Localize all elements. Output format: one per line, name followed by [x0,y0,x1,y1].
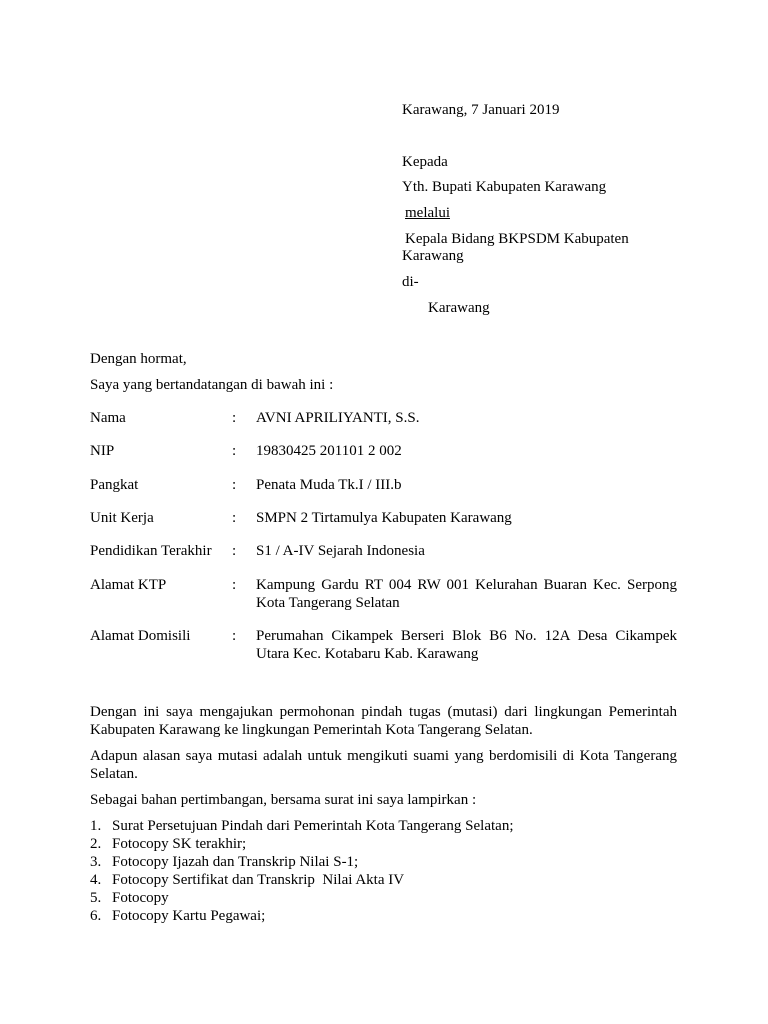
field-value-pendidikan: S1 / A-IV Sejarah Indonesia [256,543,425,559]
field-label-pendidikan: Pendidikan Terakhir [90,543,212,559]
field-colon: : [232,443,237,459]
field-label-nip: NIP [90,443,115,459]
field-label-unit-kerja: Unit Kerja [90,510,154,526]
list-item-text: Fotocopy [112,890,169,906]
list-item-text: Fotocopy Ijazah dan Transkrip Nilai S-1; [112,854,359,870]
field-value-alamat-domisili: Perumahan Cikampek Berseri Blok B6 No. 12A Desa Cikampek Utara Kec. Kotabaru Kab. Karawang [256,628,677,662]
list-item-number: 6. [90,908,102,924]
field-value-pangkat: Penata Muda Tk.I / III.b [256,477,402,493]
field-colon: : [232,628,237,644]
list-item-text: Surat Persetujuan Pindah dari Pemerintah Kota Tangerang Selatan; [112,818,514,834]
field-value-nama: AVNI APRILIYANTI, S.S. [256,410,420,426]
field-value-nip: 19830425 201101 2 002 [256,443,402,459]
recipient-via-official-line1: Kepala Bidang BKPSDM Kabupaten [405,231,629,247]
field-colon: : [232,510,237,526]
field-label-alamat-domisili: Alamat Domisili [90,628,191,644]
list-item-text: Fotocopy Sertifikat dan Transkrip Nilai Akta IV [112,872,405,888]
recipient-via-official-line2: Karawang [402,248,464,264]
field-value-unit-kerja: SMPN 2 Tirtamulya Kabupaten Karawang [256,510,512,526]
body-paragraph-request: Dengan ini saya mengajukan permohonan pindah tugas (mutasi) dari lingkungan Pemerintah Kabupaten Karawang ke lingkungan Pemerintah Kota Tangerang Selatan. [90,704,677,738]
intro-text: Saya yang bertandatangan di bawah ini : [90,377,334,393]
field-colon: : [232,410,237,426]
recipient-addressee: Yth. Bupati Kabupaten Karawang [402,179,607,195]
list-item-number: 1. [90,818,102,834]
letter-date: Karawang, 7 Januari 2019 [402,102,560,118]
list-item-number: 4. [90,872,102,888]
recipient-via: melalui [405,205,450,221]
list-item-number: 3. [90,854,102,870]
list-item-number: 2. [90,836,102,852]
greeting: Dengan hormat, [90,351,187,367]
field-value-alamat-ktp: Kampung Gardu RT 004 RW 001 Kelurahan Buaran Kec. Serpong Kota Tangerang Selatan [256,577,677,611]
field-label-nama: Nama [90,410,126,426]
body-paragraph-reason: Adapun alasan saya mutasi adalah untuk mengikuti suami yang berdomisili di Kota Tangerang Selatan. [90,748,677,782]
field-label-alamat-ktp: Alamat KTP [90,577,167,593]
recipient-at: di- [402,274,419,290]
field-colon: : [232,477,237,493]
body-paragraph-attachments-intro: Sebagai bahan pertimbangan, bersama surat ini saya lampirkan : [90,792,477,808]
field-label-pangkat: Pangkat [90,477,139,493]
field-colon: : [232,543,237,559]
field-colon: : [232,577,237,593]
list-item-text: Fotocopy SK terakhir; [112,836,247,852]
recipient-to: Kepada [402,154,448,170]
recipient-city: Karawang [428,300,490,316]
list-item-number: 5. [90,890,102,906]
list-item-text: Fotocopy Kartu Pegawai; [112,908,266,924]
